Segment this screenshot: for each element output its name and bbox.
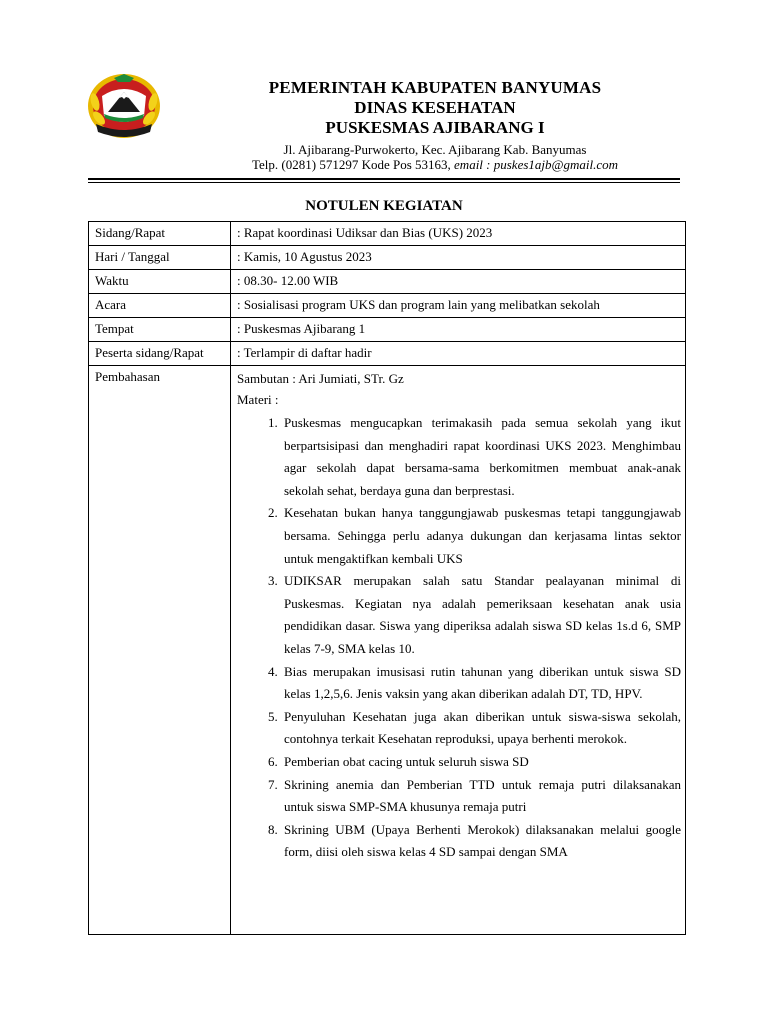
list-item: 6. Pemberian obat cacing untuk seluruh siswa SD <box>281 751 681 774</box>
row-label: Tempat <box>89 318 231 342</box>
table-row <box>89 270 686 294</box>
table-row <box>89 246 686 270</box>
document-title: NOTULEN KEGIATAN <box>305 198 463 214</box>
letterhead-government: PEMERINTAH KABUPATEN BANYUMAS <box>268 78 602 97</box>
sambutan-line: Sambutan : Ari Jumiati, STr. Gz <box>237 371 404 386</box>
pembahasan-content <box>231 366 686 935</box>
table-row <box>89 222 686 246</box>
minutes-table <box>88 221 686 935</box>
letterhead-divider-thick <box>88 178 680 180</box>
letterhead-email: email : puskes1ajb@gmail.com <box>454 157 618 172</box>
table-row <box>89 318 686 342</box>
list-item: 3. UDIKSAR merupakan salah satu Standar pealayanan minimal di Puskesmas. Kegiatan nya adalah pemeriksaan kesehatan anak usia pendidikan dasar. Siswa yang diperiksa adalah siswa SD kelas 1s.d 6, SMP kelas 7-9, SMA kelas 10. <box>281 570 681 660</box>
row-value: : Puskesmas Ajibarang 1 <box>231 318 686 342</box>
list-item: 5. Penyuluhan Kesehatan juga akan diberikan untuk siswa-siswa sekolah, contohnya terkait Kesehatan reproduksi, upaya berhenti merokok. <box>281 706 681 751</box>
letterhead-telp: Telp. (0281) 571297 Kode Pos 53163, <box>252 157 455 172</box>
materi-list <box>237 412 681 864</box>
row-value: : Terlampir di daftar hadir <box>231 342 686 366</box>
list-item: 2. Kesehatan bukan hanya tanggungjawab puskesmas tetapi tanggungjawab bersama. Sehingga perlu adanya dukungan dan kerjasama lintas sektor untuk mengaktifkan kembali UKS <box>281 502 681 570</box>
row-label: Hari / Tanggal <box>89 246 231 270</box>
row-value: : 08.30- 12.00 WIB <box>231 270 686 294</box>
row-label: Pembahasan <box>89 366 231 935</box>
letterhead-contact <box>200 157 670 173</box>
list-item: 8. Skrining UBM (Upaya Berhenti Merokok) dilaksanakan melalui google form, diisi oleh siswa kelas 4 SD sampai dengan SMA <box>281 819 681 864</box>
row-label: Waktu <box>89 270 231 294</box>
row-value: : Sosialisasi program UKS dan program lain yang melibatkan sekolah <box>231 294 686 318</box>
letterhead-institution: PUSKESMAS AJIBARANG I <box>325 118 545 137</box>
table-row <box>89 342 686 366</box>
table-row <box>89 294 686 318</box>
row-value: : Rapat koordinasi Udiksar dan Bias (UKS) 2023 <box>231 222 686 246</box>
table-row-pembahasan <box>89 366 686 935</box>
row-label: Acara <box>89 294 231 318</box>
list-item: 1. Puskesmas mengucapkan terimakasih pada semua sekolah yang ikut berpartsisipasi dan menghadiri rapat koordinasi UKS 2023. Menghimbau agar sekolah dapat bersama-sama berkomitmen membuat anak-anak sekolah sehat, berdaya guna dan berprestasi. <box>281 412 681 502</box>
row-value: : Kamis, 10 Agustus 2023 <box>231 246 686 270</box>
letterhead-address: Jl. Ajibarang-Purwokerto, Kec. Ajibarang Kab. Banyumas <box>283 142 587 157</box>
list-item: 7. Skrining anemia dan Pemberian TTD untuk remaja putri dilaksanakan untuk siswa SMP-SMA khusunya remaja putri <box>281 774 681 819</box>
letterhead-department: DINAS KESEHATAN <box>354 98 516 117</box>
materi-label: Materi : <box>237 392 279 407</box>
row-label: Sidang/Rapat <box>89 222 231 246</box>
row-label: Peserta sidang/Rapat <box>89 342 231 366</box>
banyumas-regency-seal-icon <box>86 72 162 140</box>
list-item: 4. Bias merupakan imusisasi rutin tahunan yang diberikan untuk siswa SD kelas 1,2,5,6. Jenis vaksin yang akan diberikan adalah DT, TD, HPV. <box>281 661 681 706</box>
letterhead-divider-thin <box>88 182 680 183</box>
